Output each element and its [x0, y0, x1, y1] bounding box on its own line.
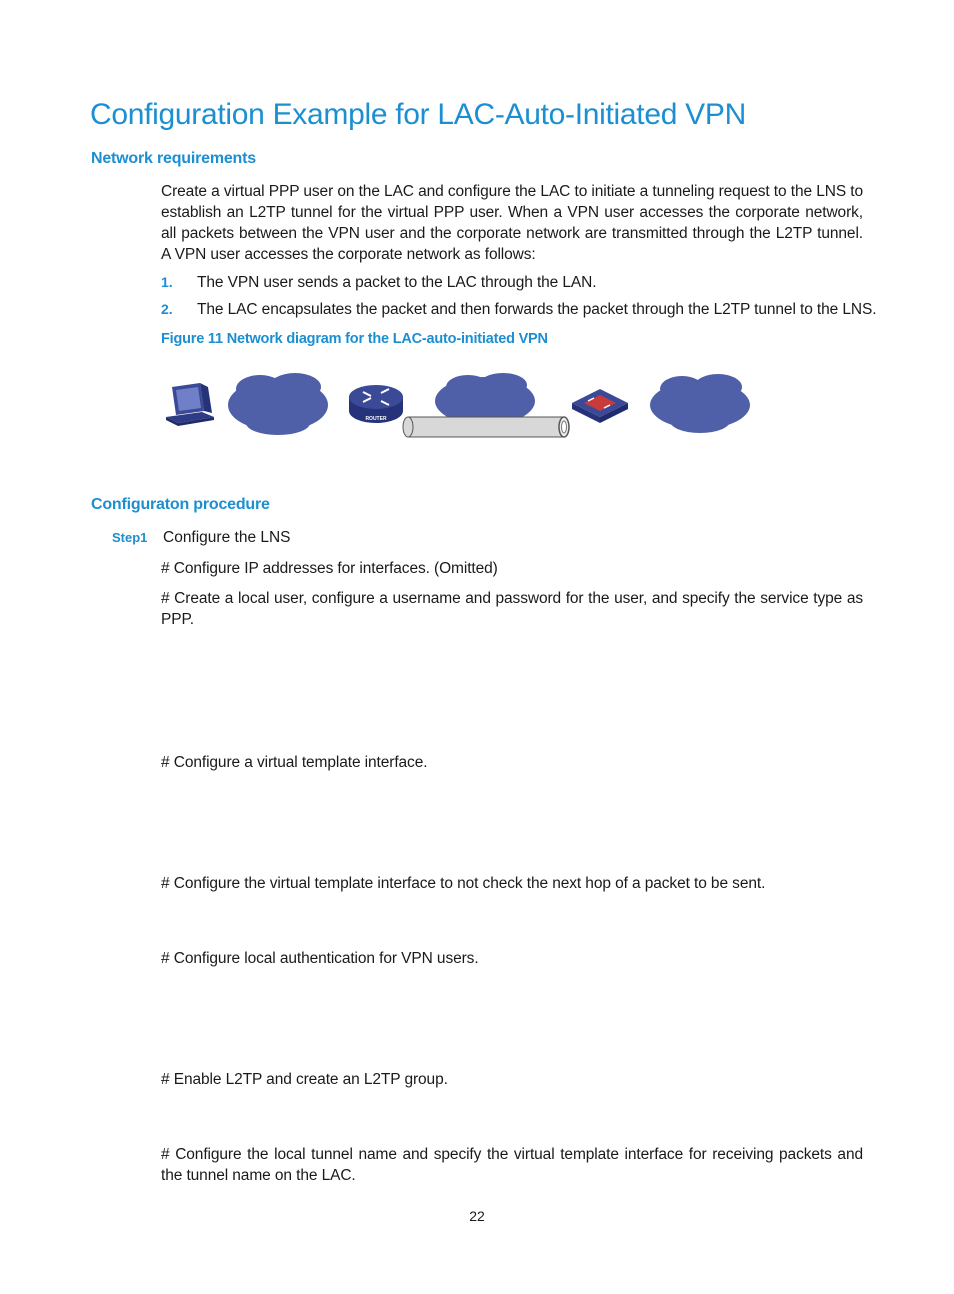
- list-item-text: The LAC encapsulates the packet and then forwards the packet through the L2TP tunnel to the LNS.: [197, 301, 877, 318]
- page-number: 22: [469, 1208, 485, 1224]
- cloud-icon: [650, 374, 750, 433]
- config-comment: # Configure local authentication for VPN users.: [161, 950, 479, 967]
- router-icon: [349, 385, 403, 423]
- config-comment: # Enable L2TP and create an L2TP group.: [161, 1071, 448, 1088]
- list-item-number: 2.: [161, 301, 173, 317]
- intro-paragraph: Create a virtual PPP user on the LAC and configure the LAC to initiate a tunneling request to the LNS to establish an L2TP tunnel for the virtual PPP user. When a VPN user accesses the corporate network, all packets between the VPN user and the corporate network are transmitted through the L2TP tunnel. A VPN user accesses the corporate network as follows:: [161, 183, 863, 263]
- page-title: Configuration Example for LAC-Auto-Initiated VPN: [90, 98, 746, 131]
- firewall-icon: [572, 389, 628, 423]
- figure-caption: Figure 11 Network diagram for the LAC-auto-initiated VPN: [161, 331, 548, 347]
- config-comment: # Configure IP addresses for interfaces. (Omitted): [161, 560, 498, 577]
- network-diagram: [160, 365, 760, 445]
- step-text: Configure the LNS: [163, 529, 291, 546]
- config-comment: # Configure the virtual template interface to not check the next hop of a packet to be sent.: [161, 875, 766, 892]
- list-item-number: 1.: [161, 274, 173, 290]
- section-heading-procedure: Configuraton procedure: [91, 496, 270, 513]
- section-heading-network-requirements: Network requirements: [91, 150, 256, 167]
- host-icon: [166, 383, 214, 426]
- tunnel-icon: [403, 417, 569, 437]
- step-label: Step1: [112, 530, 148, 545]
- list-item-text: The VPN user sends a packet to the LAC through the LAN.: [197, 274, 597, 291]
- config-comment: # Create a local user, configure a username and password for the user, and specify the service type as PPP.: [161, 590, 863, 628]
- config-comment: # Configure the local tunnel name and specify the virtual template interface for receiving packets and the tunnel name on the LAC.: [161, 1146, 863, 1184]
- config-comment: # Configure a virtual template interface.: [161, 754, 428, 771]
- router-label: ROUTER: [365, 416, 387, 422]
- cloud-icon: [228, 373, 328, 435]
